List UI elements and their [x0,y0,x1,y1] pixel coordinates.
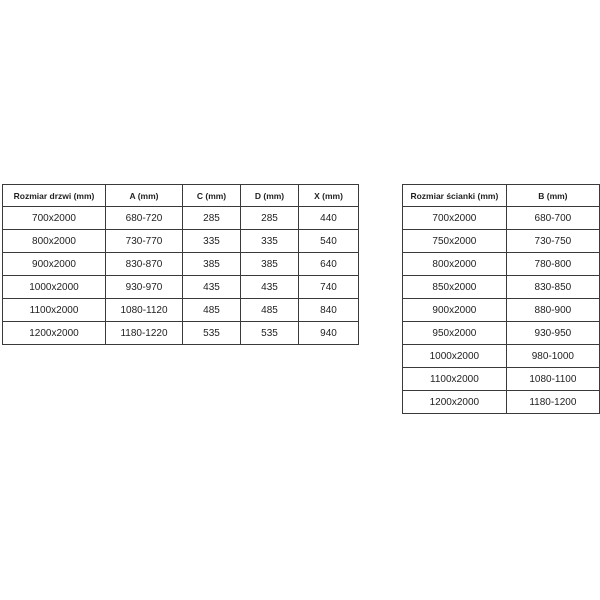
column-header-x: X (mm) [299,185,359,207]
table-row [3,276,359,299]
table-row [403,345,600,368]
column-header-d: D (mm) [241,185,299,207]
table-cell: 485 [183,299,241,322]
table-row [3,322,359,345]
table-cell: 435 [241,276,299,299]
table-row [403,276,600,299]
table-row [3,253,359,276]
table-row [403,207,600,230]
table-row [403,322,600,345]
table-cell: 700x2000 [3,207,106,230]
table-cell: 730-770 [106,230,183,253]
table-cell: 285 [183,207,241,230]
table-cell: 680-700 [506,207,599,230]
table-cell: 435 [183,276,241,299]
table-cell: 1100x2000 [3,299,106,322]
table-cell: 1200x2000 [3,322,106,345]
table-row [3,230,359,253]
table-cell: 640 [299,253,359,276]
table-cell: 1080-1120 [106,299,183,322]
table-cell: 900x2000 [3,253,106,276]
table-header-row [3,185,359,207]
table-cell: 900x2000 [403,299,507,322]
table-cell: 700x2000 [403,207,507,230]
wall-panel-size-table [402,184,600,414]
table-cell: 830-850 [506,276,599,299]
table-row [403,368,600,391]
table-cell: 535 [183,322,241,345]
table-header-row [403,185,600,207]
table-cell: 335 [241,230,299,253]
table-cell: 680-720 [106,207,183,230]
table-row [3,207,359,230]
table-cell: 1100x2000 [403,368,507,391]
table-cell: 930-950 [506,322,599,345]
table-cell: 800x2000 [403,253,507,276]
table-cell: 750x2000 [403,230,507,253]
table-cell: 1000x2000 [3,276,106,299]
table-cell: 1200x2000 [403,391,507,414]
table-cell: 940 [299,322,359,345]
table-cell: 930-970 [106,276,183,299]
table-cell: 535 [241,322,299,345]
table-cell: 1180-1220 [106,322,183,345]
table-cell: 1180-1200 [506,391,599,414]
table-cell: 1080-1100 [506,368,599,391]
table-cell: 740 [299,276,359,299]
column-header-door-size: Rozmiar drzwi (mm) [3,185,106,207]
table-row [403,253,600,276]
table-cell: 485 [241,299,299,322]
table-cell: 800x2000 [3,230,106,253]
table-cell: 440 [299,207,359,230]
column-header-a: A (mm) [106,185,183,207]
table-row [403,299,600,322]
table-cell: 385 [183,253,241,276]
table-cell: 830-870 [106,253,183,276]
table-row [403,230,600,253]
table-cell: 780-800 [506,253,599,276]
table-cell: 335 [183,230,241,253]
table-cell: 880-900 [506,299,599,322]
table-cell: 850x2000 [403,276,507,299]
table-row [403,391,600,414]
table-cell: 1000x2000 [403,345,507,368]
table-cell: 730-750 [506,230,599,253]
column-header-b: B (mm) [506,185,599,207]
table-cell: 840 [299,299,359,322]
column-header-wall-size: Rozmiar ścianki (mm) [403,185,507,207]
table-row [3,299,359,322]
column-header-c: C (mm) [183,185,241,207]
door-size-table [2,184,359,345]
table-cell: 385 [241,253,299,276]
table-cell: 950x2000 [403,322,507,345]
table-cell: 540 [299,230,359,253]
table-cell: 285 [241,207,299,230]
table-cell: 980-1000 [506,345,599,368]
